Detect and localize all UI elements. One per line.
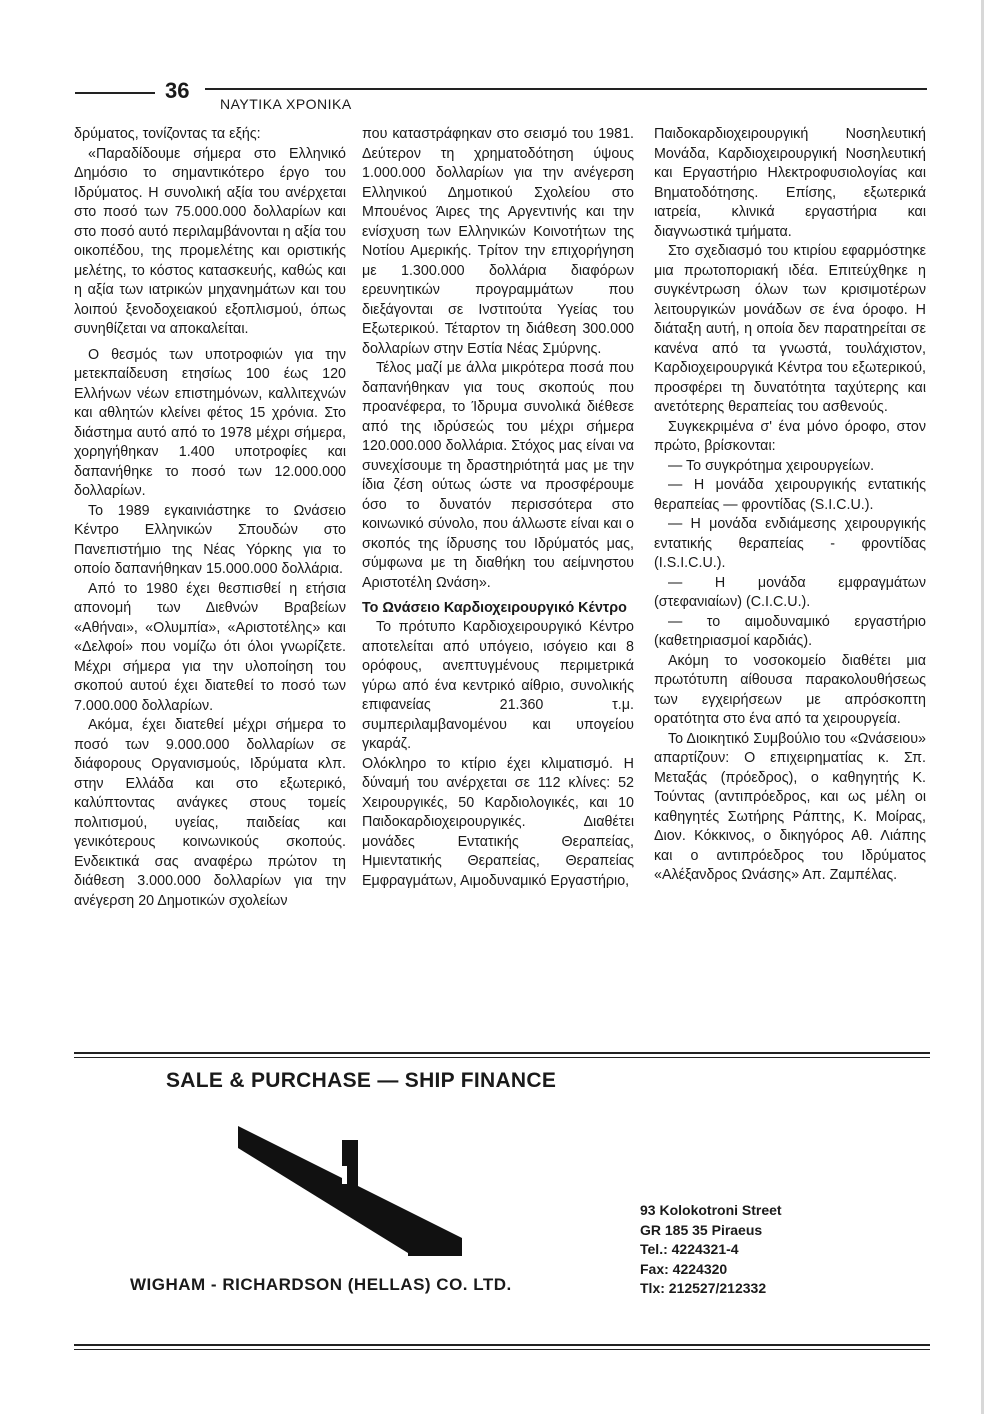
ad-bottom-rule-1: [74, 1344, 930, 1346]
ad-bottom-rule-2: [74, 1349, 930, 1350]
paragraph: Συγκεκριμένα σ' ένα μόνο όροφο, στον πρώτο, βρίσκονται:: [654, 418, 926, 454]
paragraph: δρύματος, τονίζοντας τα εξής:: [74, 126, 261, 142]
paragraph: Από το 1980 έχει θεσπισθεί η ετήσια απονομή των Διεθνών Βραβείων «Αθήναι», «Ολυμπία», «Αριστοτέλης» και «Δελφοί» που νομίζω ότι όλοι γνωρίζετε. Μέχρι σήμερα για την υλοποίηση του σκοπού αυτού έχει διατεθεί το ποσό των 7.000.000 δολλαρίων.: [74, 580, 346, 714]
list-item: — Η μονάδα χειρουργικής εντατικής θεραπείας — φροντίδας (S.I.C.U.).: [654, 477, 926, 513]
list-item: — Η μονάδα εμφραγμάτων (στεφανιαίων) (C.I.C.U.).: [654, 574, 926, 610]
address-tlx: Tlx: 212527/212332: [640, 1280, 767, 1296]
paragraph: Παιδοκαρδιοχειρουργική Νοσηλευτική Μονάδα, Καρδιοχειρουργική Νοσηλευτική και Εργαστήριο Ηλεκτροφυσιολογίας και Βηματοδότησης. Επίσης, εξωτερικά ιατρεία, κλινικά εργαστήρια και διαγνωστικά τμήματα.: [654, 126, 926, 240]
address-fax: Fax: 4224320: [640, 1260, 728, 1277]
ad-top-rule-1: [74, 1052, 930, 1054]
ad-title: SALE & PURCHASE — SHIP FINANCE: [166, 1069, 557, 1092]
paragraph: Στο σχεδιασμό του κτιρίου εφαρμόστηκε μια πρωτοποριακή ιδέα. Επιτεύχθηκε η συγκέντρωση όλων των κρισιμοτέρων λειτουργικών μονάδων σε ένα όροφο. Η διάταξη αυτή, η οποία δεν παρατηρείται σε κανένα από τα γνωστά, τουλάχιστον, Καρδιοχειρουργικά Κέντρα του εξωτερικού, προσφέρει τη δυνατότητα ταχύτερης και ανετότερης θεραπείας του ασθενούς.: [654, 243, 926, 415]
list-item: — Το συγκρότημα χειρουργείων.: [668, 457, 875, 474]
header-rule-left: [75, 92, 155, 94]
paragraph: Ολόκληρο το κτίριο έχει κλιματισμό. Η δύναμή του ανέρχεται σε 112 κλίνες: 52 Χειρουργικές, 50 Καρδιολογικές, και 10 Παιδοκαρδιοχειρουργικές. Διαθέτει μονάδες Εντατικής Θεραπείας, Ημιεντατικής Θεραπείας, Θεραπείας Εμφραγμάτων, Αιμοδυναμικό Εργαστήριο,: [362, 755, 634, 889]
publication-title: ΝΑΥΤΙΚΑ ΧΡΟΝΙΚΑ: [220, 96, 352, 112]
paragraph: «Παραδίδουμε σήμερα στο Ελληνικό Δημόσιο το σημαντικότερο έργο του Ιδρύματος. Η συνολική αξία του ανέρχεται στο ποσό των 75.000.000 δολλαρίων και στο ποσό αυτό περιλαμβάνονται η αξία του οικοπέδου, της προμελέτης και οριστικής μελέτης, το κόστος κατασκευής, καθώς και η αξία των ιατρικών μηχανημάτων και του λοιπού ξενοδοχειακού εξοπλισμού, όπως συνηθίζεται να αποκαλείται.: [74, 145, 347, 337]
ad-top-rule-2: [74, 1057, 930, 1058]
scan-page-edge: [981, 0, 984, 1414]
paragraph: Το Διοικητικό Συμβούλιο του «Ωνάσειου» απαρτίζουν: Ο επιχειρηματίας κ. Σπ. Μεταξάς (πρόεδρος), ο καθηγητής Κ. Τούντας (αντιπρόεδρος, και ως μέλη οι καθηγητές Σωτήρης Ράπτης, Κ. Μοίρας, Διον. Κόκκινος, ο δικηγόρος Αθ. Λιάπης και ο αντιπρόεδρος του Ιδρύματος «Αλέξανδρος Ωνάσης» Απ. Ζαμπέλας.: [654, 730, 926, 883]
address-city: GR 185 35 Piraeus: [640, 1221, 763, 1238]
list-item: — το αιμοδυναμικό εργαστήριο (καθετηριασμοί καρδιάς).: [654, 613, 926, 649]
company-name: WIGHAM - RICHARDSON (HELLAS) CO. LTD.: [130, 1275, 512, 1294]
paragraph: Ακόμη το νοσοκομείο διαθέτει μια πρωτότυπη αίθουσα παρακολουθήσεως των εγχειρήσεων με απρόσκοπτη ορατότητα στο ένα από τα χειρουργεία.: [654, 652, 926, 727]
article-column-2: [362, 125, 634, 891]
address-tel: Tel.: 4224321-4: [640, 1241, 739, 1257]
paragraph: Το πρότυπο Καρδιοχειρουργικό Κέντρο αποτελείται από υπόγειο, ισόγειο και 8 ορόφους, ανεπτυγμένους περιμετρικά γύρω από ένα κεντρικό αίθριο, συνολικής επιφανείας 21.360 τ.μ. συμπεριλαμβανομένου και υπογείου γκαράζ.: [362, 619, 634, 752]
article-column-1: [74, 125, 346, 911]
list-item: — Η μονάδα ενδιάμεσης χειρουργικής εντατικής θεραπείας - φροντίδας (I.S.I.C.U.).: [654, 516, 926, 571]
paragraph: Ο θεσμός των υποτροφιών για την μετεκπαίδευση ετησίως 100 έως 120 Ελλήνων νέων επιστημόνων, καλλιτεχνών και αθλητών κλείνει φέτος 15 χρόνια. Στο διάστημα αυτό από το 1978 μέχρι σήμερα, χορηγήθηκαν 1.400 υποτροφίες και δαπανήθηκε το ποσό των 12.000.000 δολλαρίων.: [74, 346, 346, 499]
address-street: 93 Kolokotroni Street: [640, 1202, 782, 1218]
article-column-3: [654, 125, 926, 886]
ship-logo-icon: [230, 1118, 470, 1268]
paragraph: που καταστράφηκαν στο σεισμό του 1981. Δεύτερον τη χρηματοδότηση ύψους 1.000.000 δολλαρίων για την ανέγερση Ελληνικού Δημοτικού Σχολείου στο Μπουένος Άιρες της Αργεντινής και την ενίσχυση των Ελληνικών Κοινοτήτων της Νοτίου Αμερικής. Τρίτον την επιχορήγηση με 1.300.000 δολλάρια διαφόρων ερευνητικών προγραμμάτων που διεξάγονται σε Ινστιτούτα Υγείας του Εξωτερικού. Τέταρτον τη διάθεση 300.000 δολλαρίων στην Εστία Νέας Σμύρνης.: [362, 126, 634, 357]
paragraph: Τέλος μαζί με άλλα μικρότερα ποσά που δαπανήθηκαν για τους σκοπούς που προανέφερα, το Ίδρυμα συνολικά διέθεσε από της ιδρύσεώς του μέχρι σήμερα 120.000.000 δολλάρια. Στόχος μας είναι να συνεχίσουμε τη δραστηριότητά μας με την ίδια ζέση ούτως ώστε να προσφέρουμε όσο το δυνατόν περισσότερα στο κοινωνικό σύνολο, που άλλωστε είναι και ο σκοπός της ίδρυσης του Ιδρύματός μας, σύμφωνα με τη διαθήκη του αείμνηστου Αριστοτέλη Ωνάση».: [362, 360, 634, 591]
header-rule-right: [205, 88, 927, 90]
paragraph: Ακόμα, έχει διατεθεί μέχρι σήμερα το ποσό των 9.000.000 δολλαρίων σε διάφορους Οργανισμούς, Ιδρύματα κλπ. στην Ελλάδα και στο εξωτερικό, καλύπτοντας ανάγκες στους τομείς πολιτισμού, υγείας, παιδείας και γενικότερους κοινωνικούς σκοπούς. Ενδεικτικά σας αναφέρω πρώτον τη διάθεση 3.000.000 δολλαρίων για την ανέγερση 20 Δημοτικών σχολείων: [74, 717, 346, 909]
section-heading: Το Ωνάσειο Καρδιοχειρουργικό Κέντρο: [362, 600, 627, 616]
company-address: [640, 1201, 782, 1299]
paragraph: Το 1989 εγκαινιάστηκε το Ωνάσειο Κέντρο Ελληνικών Σπουδών στο Πανεπιστήμιο της Νέας Υόρκης για το οποίο δαπανήθηκαν 15.000.000 δολλάρια.: [74, 502, 346, 577]
page-number: 36: [165, 78, 190, 103]
